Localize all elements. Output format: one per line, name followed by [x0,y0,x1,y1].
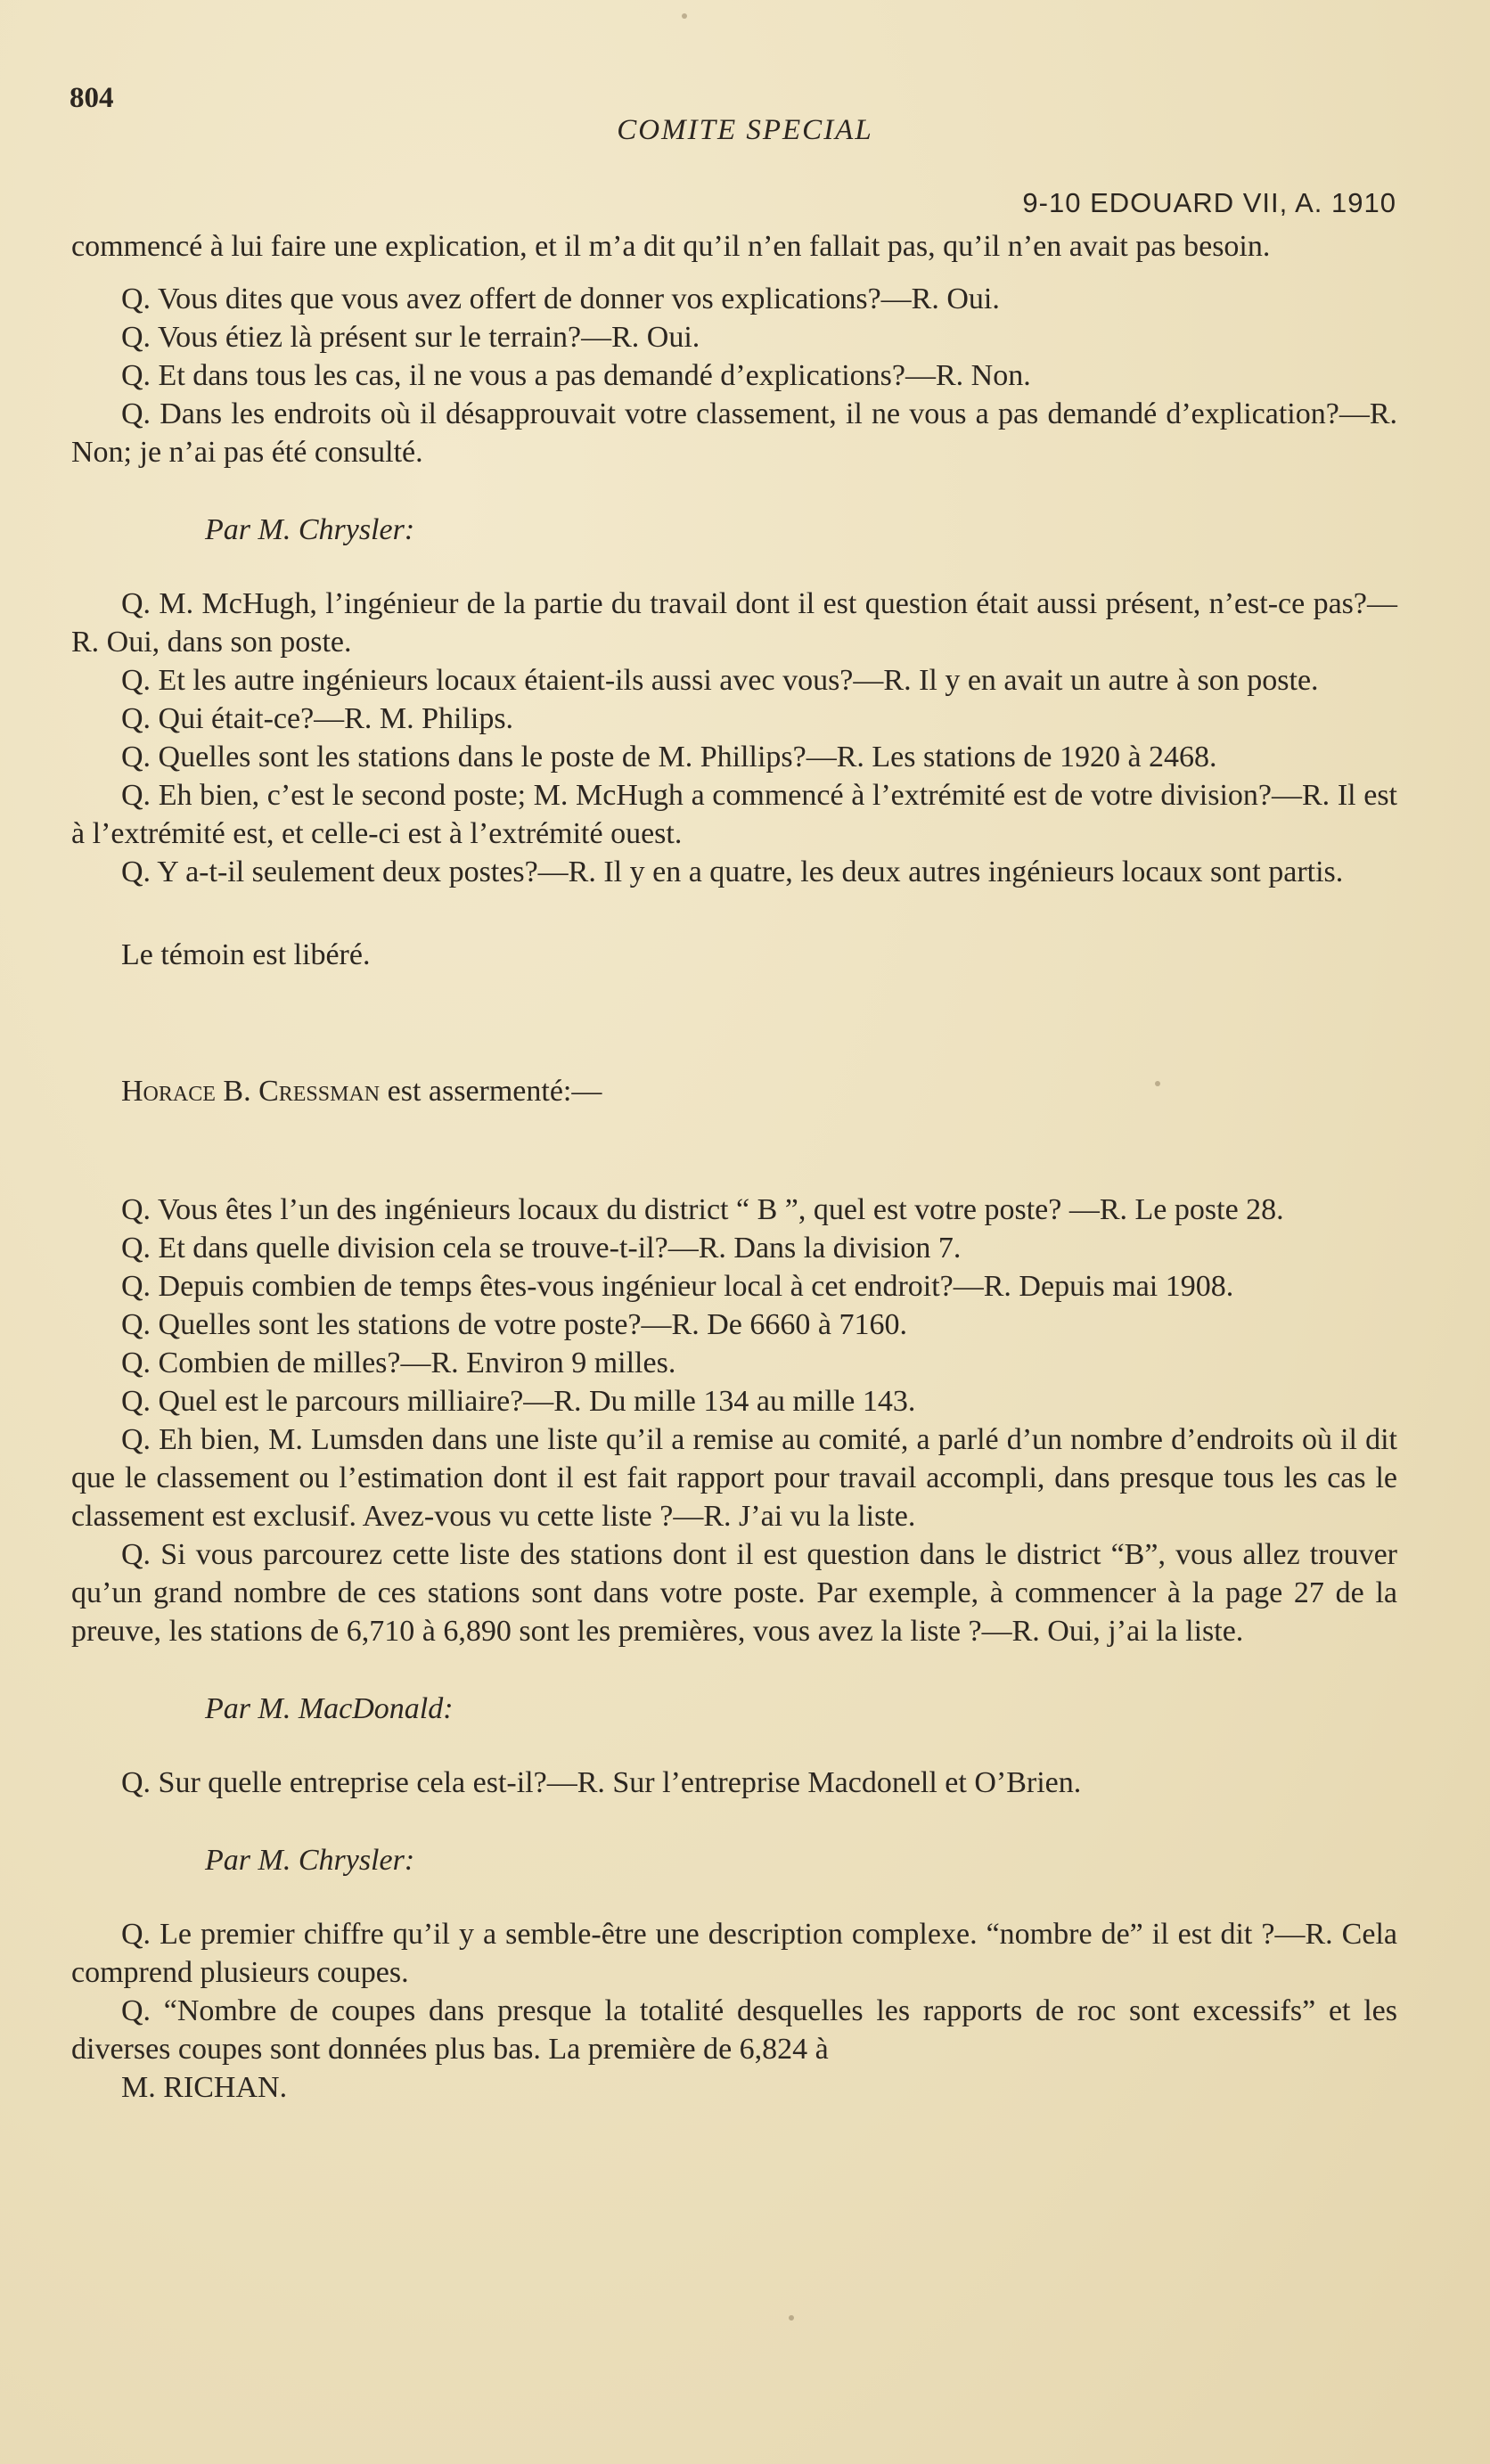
speaker-heading: Par M. Chrysler: [205,513,415,546]
document-body [71,227,1397,2107]
question-answer: Q. Et dans tous les cas, il ne vous a pas demandé d’explications?—R. Non. [121,359,1031,392]
sworn-text: est assermenté:— [380,1075,602,1108]
speaker-heading: Par M. MacDonald: [205,1692,454,1725]
running-title: COMITE SPECIAL [617,114,873,146]
page-number: 804 [70,82,114,114]
footer-witness-name: M. RICHAN. [121,2071,288,2104]
speaker-heading: Par M. Chrysler: [205,1844,415,1877]
witness-name: Horace B. Cressman [121,1075,381,1108]
question-answer: Q. Vous dites que vous avez offert de donner vos explications?—R. Oui. [121,282,1000,315]
question-answer: Q. Et les autre ingénieurs locaux étaient-ils aussi avec vous?—R. Il y en avait un autre à son poste. [121,664,1319,697]
witness-released: Le témoin est libéré. [121,938,371,971]
witness-sworn [71,1072,1397,1110]
question-answer: Q. “Nombre de coupes dans presque la totalité desquelles les rapports de roc sont excessifs” et les diverses coupes sont données plus bas. La première de 6,824 à [71,1994,1397,2066]
question-answer: Q. Et dans quelle division cela se trouve-t-il?—R. Dans la division 7. [121,1232,962,1265]
paper-speck [682,13,687,19]
question-answer: Q. Qui était-ce?—R. M. Philips. [121,702,514,735]
question-answer: Q. Sur quelle entreprise cela est-il?—R. Sur l’entreprise Macdonell et O’Brien. [121,1766,1082,1799]
question-answer: Q. Vous êtes l’un des ingénieurs locaux du district “ B ”, quel est votre poste? —R. Le poste 28. [121,1193,1284,1226]
question-answer: Q. Vous étiez là présent sur le terrain?—R. Oui. [121,321,700,354]
question-answer: Q. Quel est le parcours milliaire?—R. Du mille 134 au mille 143. [121,1385,916,1418]
paper-speck [789,2315,794,2321]
question-answer: Q. M. McHugh, l’ingénieur de la partie du travail dont il est question était aussi présent, n’est-ce pas?—R. Oui, dans son poste. [71,587,1397,659]
question-answer: Q. Le premier chiffre qu’il y a semble-être une description complexe. “nombre de” il est dit ?—R. Cela comprend plusieurs coupes. [71,1918,1397,1989]
question-answer: Q. Si vous parcourez cette liste des stations dont il est question dans le district “B”, vous allez trouver qu’un grand nombre de ces stations sont dans votre poste. Par exemple, à commencer à la page 27 de la preuve, les stations de 6,710 à 6,890 sont les premières, vous avez la liste ?—R. Oui, j’ai la liste. [71,1538,1397,1648]
question-answer: Q. Quelles sont les stations dans le poste de M. Phillips?—R. Les stations de 1920 à 2468. [121,741,1217,774]
question-answer: Q. Quelles sont les stations de votre poste?—R. De 6660 à 7160. [121,1308,907,1341]
question-answer: Q. Eh bien, M. Lumsden dans une liste qu’il a remise au comité, a parlé d’un nombre d’endroits où il dit que le classement ou l’estimation dont il est fait rapport pour travail accompli, dans presque tous les cas le classement est exclusif. Avez-vous vu cette liste ?—R. J’ai vu la liste. [71,1423,1397,1533]
question-answer: Q. Eh bien, c’est le second poste; M. McHugh a commencé à l’extrémité est de votre division?—R. Il est à l’extrémité est, et celle-ci est à l’extrémité ouest. [71,779,1397,850]
question-answer: Q. Dans les endroits où il désapprouvait votre classement, il ne vous a pas demandé d’explication?—R. Non; je n’ai pas été consulté. [71,397,1397,469]
question-answer: Q. Combien de milles?—R. Environ 9 milles. [121,1347,676,1379]
paper-speck [1155,1081,1160,1086]
paragraph: commencé à lui faire une explication, et il m’a dit qu’il n’en fallait pas, qu’il n’en avait pas besoin. [71,230,1271,263]
session-label: 9-10 EDOUARD VII, A. 1910 [1022,187,1396,218]
question-answer: Q. Depuis combien de temps êtes-vous ingénieur local à cet endroit?—R. Depuis mai 1908. [121,1270,1234,1303]
question-answer: Q. Y a-t-il seulement deux postes?—R. Il y en a quatre, les deux autres ingénieurs locaux sont partis. [121,855,1344,888]
